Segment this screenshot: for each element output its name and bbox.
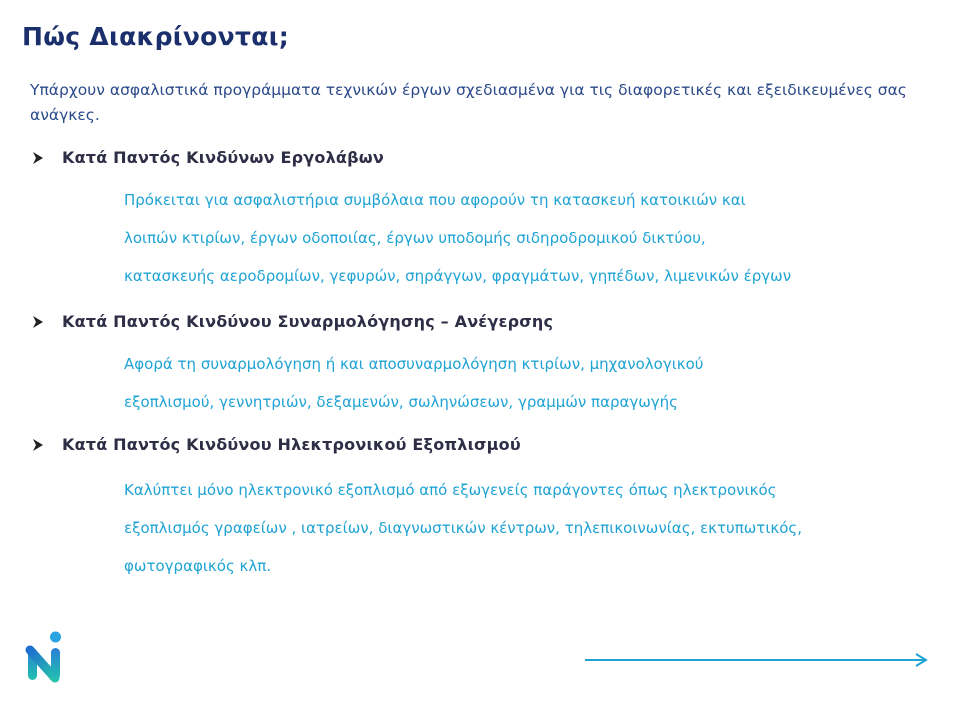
page-title: Πώς Διακρίνονται;: [22, 22, 290, 51]
arrowhead-bullet-icon: [32, 151, 46, 165]
section-label: Κατά Παντός Κινδύνου Συναρμολόγησης – Ανέγερσης: [62, 312, 554, 331]
section-heading-assembly: [32, 312, 553, 331]
description-line: εξοπλισμός γραφείων , ιατρείων, διαγνωστικών κέντρων, τηλεπικοινωνίας, εκτυπωτικός,: [124, 519, 802, 537]
description-line: κατασκευής αεροδρομίων, γεφυρών, σηράγγων, φραγμάτων, γηπέδων, λιμενικών έργων: [124, 267, 792, 285]
description-line: Πρόκειται για ασφαλιστήρια συμβόλαια που αφορούν τη κατασκευή κατοικιών και: [124, 191, 746, 209]
company-logo-icon: [24, 628, 68, 684]
arrowhead-bullet-icon: [32, 438, 46, 452]
arrowhead-bullet-icon: [32, 315, 46, 329]
description-line: φωτογραφικός κλπ.: [124, 557, 272, 575]
description-line: Αφορά τη συναρμολόγηση ή και αποσυναρμολόγηση κτιρίων, μηχανολογικού: [124, 355, 704, 373]
next-arrow-icon[interactable]: [584, 652, 930, 668]
section-label: Κατά Παντός Κινδύνων Εργολάβων: [62, 148, 384, 167]
section-description-contractors: [124, 181, 924, 295]
section-description-assembly: [124, 345, 924, 421]
description-line: λοιπών κτιρίων, έργων οδοποιίας, έργων υποδομής σιδηροδρομικού δικτύου,: [124, 229, 706, 247]
section-label: Κατά Παντός Κινδύνου Ηλεκτρονικού Εξοπλισμού: [62, 435, 521, 454]
description-line: εξοπλισμού, γεννητριών, δεξαμενών, σωληνώσεων, γραμμών παραγωγής: [124, 393, 678, 411]
section-description-electronic: [124, 471, 924, 585]
description-line: Καλύπτει μόνο ηλεκτρονικό εξοπλισμό από εξωγενείς παράγοντες όπως ηλεκτρονικός: [124, 481, 777, 499]
section-heading-contractors: [32, 148, 384, 167]
intro-text: Υπάρχουν ασφαλιστικά προγράμματα τεχνικών έργων σχεδιασμένα για τις διαφορετικές και εξειδικευμένες σας ανάγκες.: [30, 81, 907, 124]
section-heading-electronic: [32, 435, 521, 454]
